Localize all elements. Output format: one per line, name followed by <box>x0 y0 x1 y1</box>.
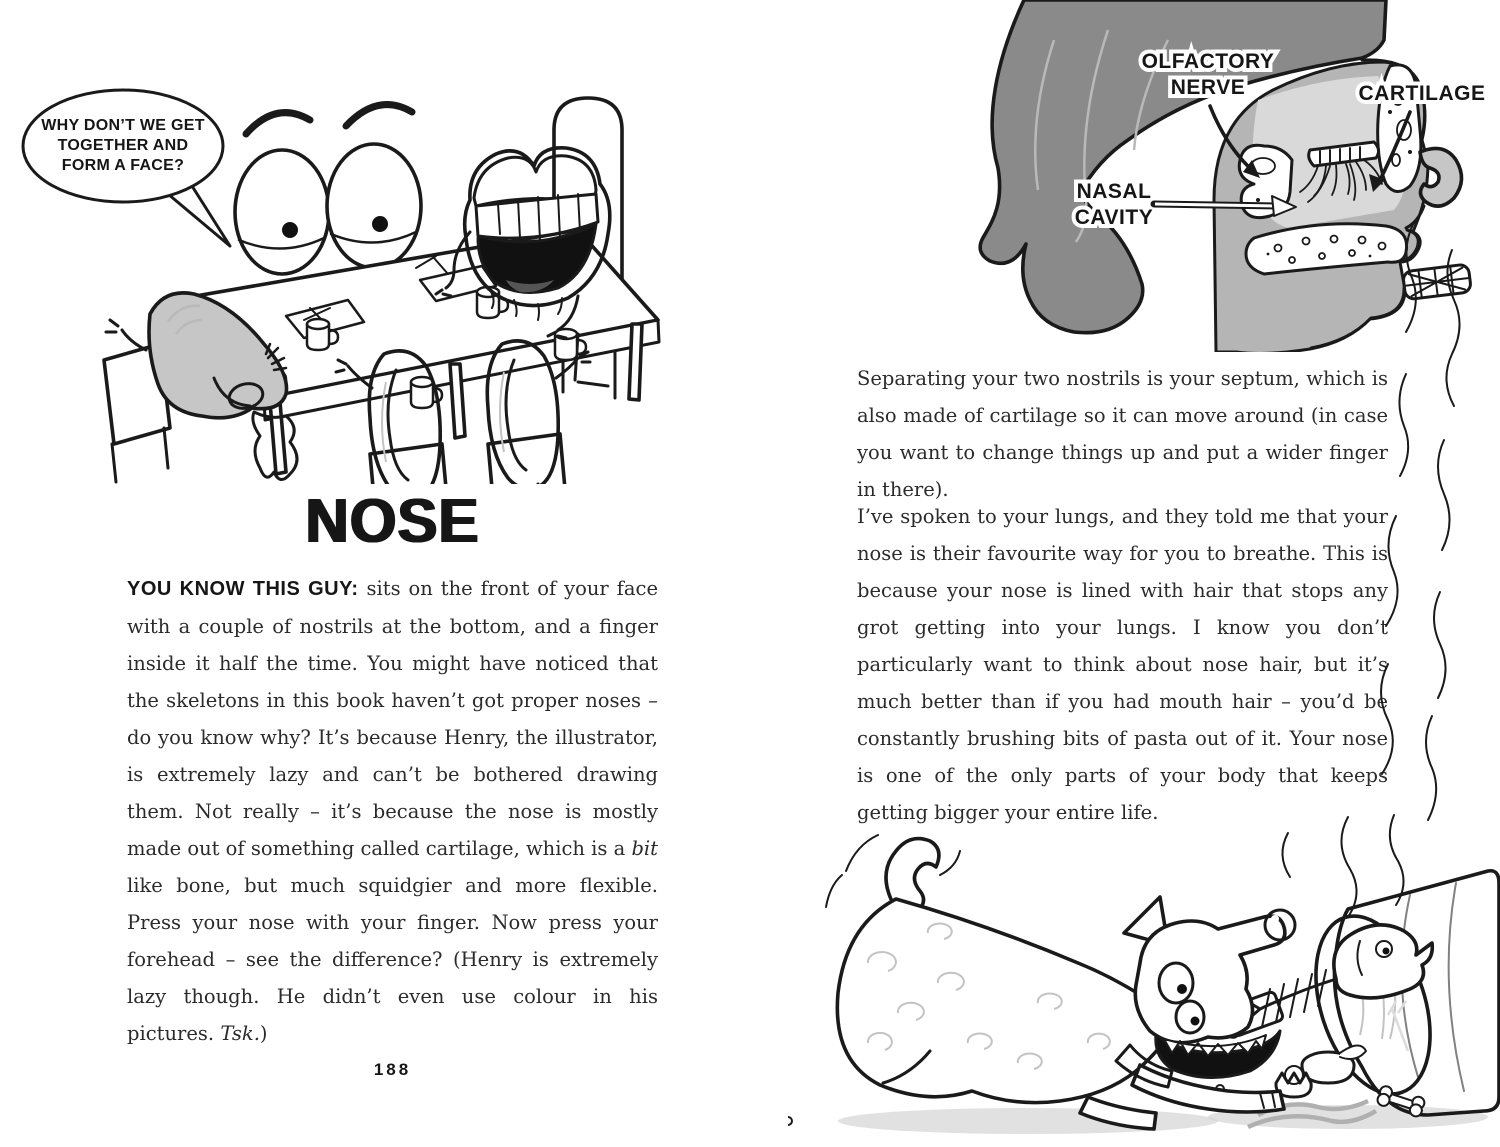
eyebrows <box>246 105 412 134</box>
label-nasal-cavity-line1: NASAL <box>1076 180 1152 203</box>
eye-right <box>327 144 421 268</box>
page-number: 188 <box>373 1060 412 1079</box>
speech-line-2: TOGETHER AND <box>57 137 189 154</box>
right-paragraph-1: Separating your two nostrils is your septum, which is also made of cartilage so it can move around (in case you want to change things up and put a wider finger in there). <box>857 367 1388 501</box>
dog-sniffing-garbage-illustration <box>788 813 1500 1147</box>
speech-bubble <box>23 90 230 246</box>
label-olfactory-nerve-line1: OLFACTORY <box>1141 50 1275 73</box>
speech-line-3: FORM A FACE? <box>61 157 185 174</box>
right-page <box>750 0 1500 1147</box>
paragraph-text: ) <box>259 1022 268 1045</box>
right-paragraph-2: I’ve spoken to your lungs, and they told me that your nose is their favourite way for you to breathe. This is because your nose is lined with hair that stops any grot getting into your lungs. I know you don’t particularly want to think about nose hair, but it’s much better than if you had mouth hair – you’d be constantly brushing bits of pasta out of it. Your nose is one of the only parts of your body that keeps getting bigger your entire life. <box>857 505 1388 824</box>
paragraph-text: sits on the front of your face with a couple of nostrils at the bottom, and a finger inside it half the time. You might have noticed that the skeletons in this book haven’t got proper noses – do you know why? It’s because Henry, the illustrator, is extremely lazy and can’t be bothered drawing them. Not really – it’s because the nose is mostly made out of something called cartilage, which is a <box>127 577 658 860</box>
stink-waves <box>1282 815 1403 917</box>
italic-word: Tsk. <box>220 1022 260 1045</box>
page-title: NOSE <box>305 485 480 556</box>
lead-phrase: YOU KNOW THIS GUY: <box>127 578 359 600</box>
face-parts-meeting-illustration <box>18 82 662 484</box>
smell-lines <box>1348 216 1496 840</box>
smell-wisps <box>1381 222 1460 820</box>
label-nasal-cavity-line2: CAVITY <box>1074 206 1154 229</box>
label-cartilage: CARTILAGE <box>1358 82 1486 105</box>
italic-word: bit <box>631 837 658 860</box>
left-body-paragraph <box>127 570 658 1052</box>
eye-left <box>235 150 329 274</box>
dog <box>826 835 1295 1129</box>
label-olfactory-nerve-line2: NERVE <box>1170 76 1246 99</box>
paragraph-text: like bone, but much squidgier and more flexible. Press your nose with your finger. Now press your forehead – see the difference? (Henry is extremely lazy though. He didn’t even use colour in his pictures. <box>127 874 658 1045</box>
speech-line-1: WHY DON’T WE GET <box>41 117 205 134</box>
